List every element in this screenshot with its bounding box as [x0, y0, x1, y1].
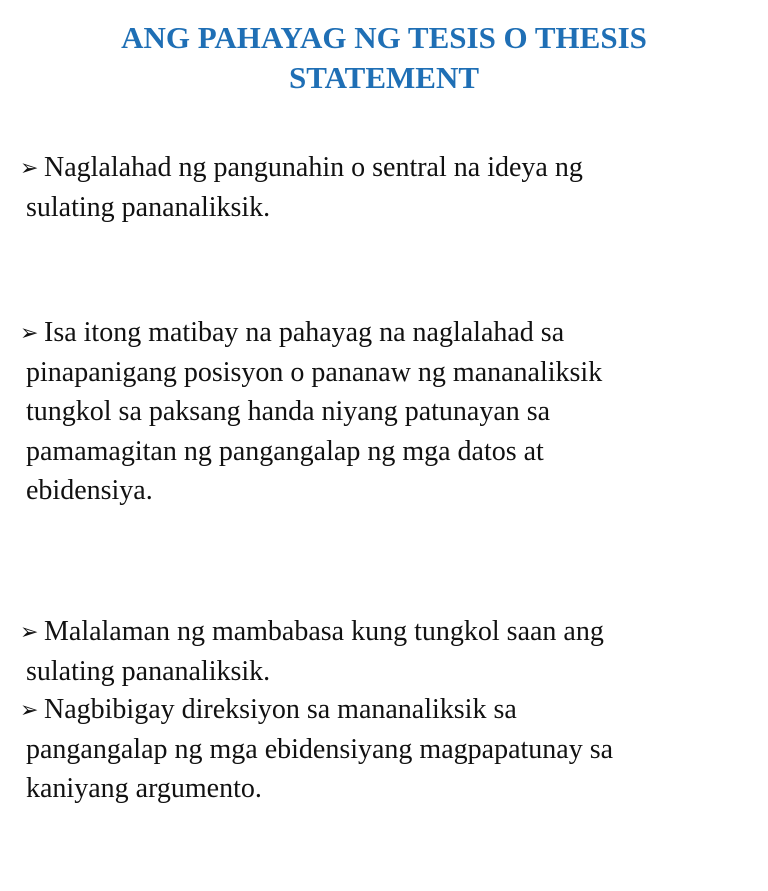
bullet-2-line-1: Isa itong matibay na pahayag na naglalahad sa: [44, 317, 565, 348]
bullet-4-line-1: Nagbibigay direksiyon sa mananaliksik sa: [44, 694, 517, 725]
bullet-3-line-1: Malalaman ng mambabasa kung tungkol saan ang: [44, 616, 604, 647]
bullet-1-line-1: Naglalahad ng pangunahin o sentral na ideya ng: [44, 152, 583, 183]
bullet-item-3: [20, 612, 740, 691]
bullet-item-1: [20, 148, 740, 227]
slide-title-line-2: STATEMENT: [288, 60, 480, 95]
arrowhead-bullet-icon: ➢: [20, 155, 39, 180]
bullet-item-4: [20, 690, 740, 809]
slide-title-line-1: ANG PAHAYAG NG TESIS O THESIS: [121, 20, 647, 55]
arrowhead-bullet-icon: ➢: [20, 697, 39, 722]
bullet-1-line-2: sulating pananaliksik.: [26, 191, 271, 223]
bullet-2-line-5: ebidensiya.: [26, 475, 153, 506]
bullet-3-line-2: sulating pananaliksik.: [26, 655, 271, 687]
bullet-2-line-3: tungkol sa paksang handa niyang patunayan sa: [26, 396, 551, 427]
bullet-2-line-2: pinapanigang posisyon o pananaw ng mananaliksik: [26, 356, 603, 388]
arrowhead-bullet-icon: ➢: [20, 619, 39, 644]
bullet-4-line-3: kaniyang argumento.: [26, 773, 262, 804]
bullet-item-2: [20, 313, 740, 511]
bullet-4-line-2: pangangalap ng mga ebidensiyang magpapatunay sa: [26, 733, 614, 765]
arrowhead-bullet-icon: ➢: [20, 320, 39, 345]
bullet-2-line-4: pamamagitan ng pangangalap ng mga datos at: [26, 435, 544, 467]
slide-title: [40, 18, 728, 98]
